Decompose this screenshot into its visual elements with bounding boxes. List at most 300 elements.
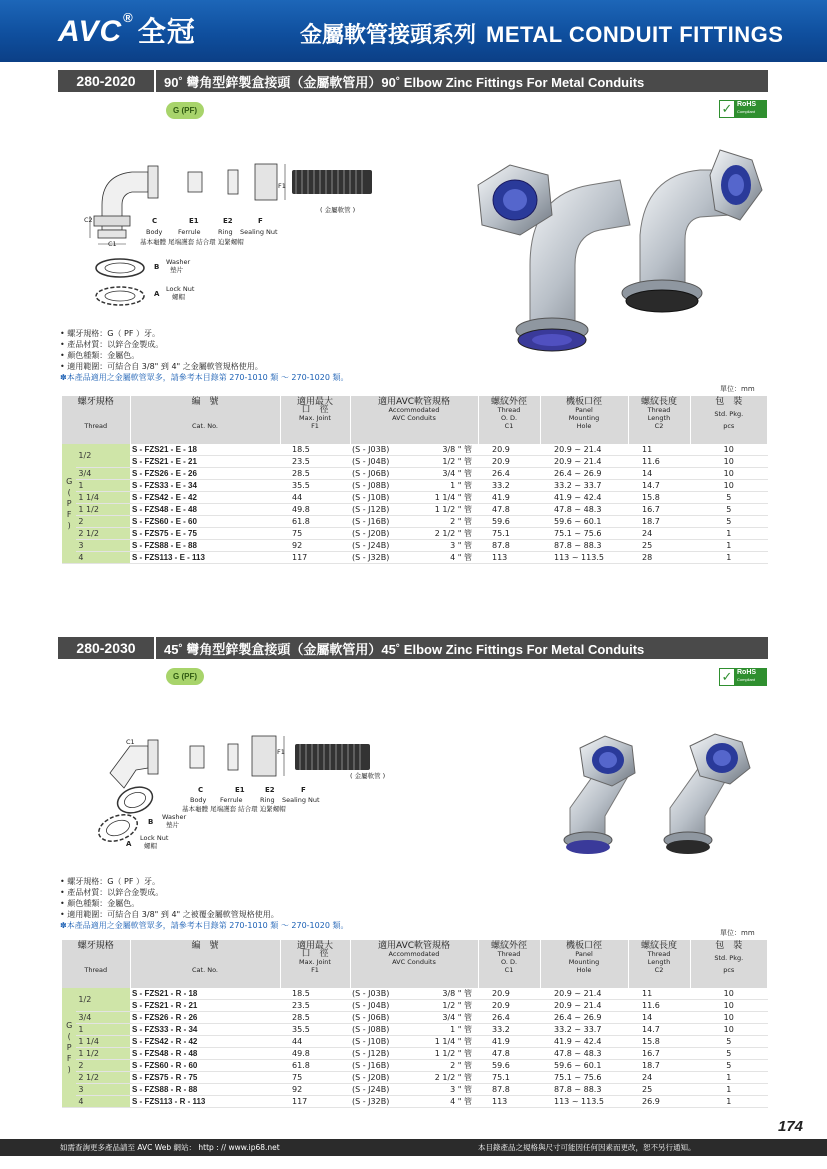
cell-max-joint: 92	[280, 1084, 350, 1096]
cell-thread-od: 59.6	[478, 1060, 540, 1072]
cell-conduit	[350, 528, 478, 540]
cell-cat-no: S - FZS60 - E - 60	[130, 516, 280, 528]
cell-conduit	[350, 988, 478, 1000]
cell-cat-no: S - FZS33 - R - 34	[130, 1024, 280, 1036]
table-row	[62, 552, 768, 564]
section-header-280-2020	[58, 70, 768, 92]
part-f: F	[258, 217, 263, 225]
cell-conduit-size: 3/4 " 管	[442, 1013, 472, 1022]
cell-thread: 3/4	[76, 468, 130, 480]
table-row	[62, 468, 768, 480]
cell-conduit-code: (S - J16B)	[352, 517, 390, 526]
cell-panel-hole: 59.6 ~ 60.1	[540, 1060, 628, 1072]
notes-section-1	[60, 328, 348, 383]
cell-conduit-code: (S - J10B)	[352, 1037, 390, 1046]
cell-conduit-code: (S - J04B)	[352, 1001, 390, 1010]
part-b: B	[154, 263, 160, 271]
dim-c1: C1	[108, 240, 117, 248]
cell-std-pkg: 1	[690, 540, 768, 552]
col-panel-hole: 機板口徑 Panel Mounting Hole	[540, 396, 628, 444]
section-code: 280-2030	[58, 637, 156, 659]
table-row	[62, 516, 768, 528]
note-line: • 螺牙規格：G（ PF ）牙。	[60, 877, 160, 886]
cell-thread-od: 33.2	[478, 1024, 540, 1036]
spec-table-280-2030	[62, 940, 768, 1108]
table-body	[62, 988, 768, 1108]
rohs-label: RoHS	[737, 669, 757, 676]
cell-max-joint: 18.5	[280, 444, 350, 456]
cell-thread-od: 113	[478, 1096, 540, 1108]
part-washer-cn: 墊片	[170, 266, 183, 274]
cell-std-pkg: 5	[690, 1060, 768, 1072]
cell-thread: 3/4	[76, 1012, 130, 1024]
dim-f1: F1	[278, 182, 286, 190]
part-lock-nut: Lock Nut	[166, 285, 195, 293]
cell-thread-od: 20.9	[478, 456, 540, 468]
part-ferrule: Ferrule	[178, 228, 201, 236]
cell-conduit-size: 1 1/2 " 管	[434, 1049, 472, 1058]
cell-thread-length: 14.7	[628, 480, 690, 492]
note-highlight: ✽本產品適用之金屬軟管眾多，請參考本目錄第 270-1010 類 ～ 270-1020 類。	[60, 921, 349, 930]
check-icon: ✓	[721, 101, 733, 117]
table-row	[62, 480, 768, 492]
part-e1: E1	[189, 217, 199, 225]
cell-conduit-size: 3 " 管	[450, 541, 472, 550]
notes-section-2	[60, 876, 348, 931]
cell-thread-od: 26.4	[478, 1012, 540, 1024]
cell-cat-no: S - FZS113 - E - 113	[130, 552, 280, 564]
cell-thread: 1 1/2	[76, 504, 130, 516]
cell-thread-od: 87.8	[478, 1084, 540, 1096]
cell-thread-length: 16.7	[628, 1048, 690, 1060]
rohs-label: RoHS	[737, 101, 757, 108]
page-title-cn: 金屬軟管接頭系列	[300, 22, 477, 47]
cell-thread-od: 75.1	[478, 528, 540, 540]
part-ring: Ring	[260, 796, 275, 804]
rohs-sub: Compliant	[737, 677, 756, 682]
cell-thread-length: 18.7	[628, 1060, 690, 1072]
thread-type-pill: G (PF)	[166, 102, 204, 119]
elbow-90-exploded-diagram	[80, 150, 380, 310]
note-line: • 產品材質：以鋅合金製成。	[60, 340, 164, 349]
part-a: A	[154, 290, 160, 298]
cell-std-pkg: 10	[690, 988, 768, 1000]
table-row	[62, 1048, 768, 1060]
col-cat-no: 編 號 Cat. No.	[130, 940, 280, 988]
cell-std-pkg: 5	[690, 516, 768, 528]
g-pf-label: G ( P F )	[62, 444, 76, 564]
cell-cat-no: S - FZS75 - E - 75	[130, 528, 280, 540]
note-line: • 顏色種類：金屬色。	[60, 351, 140, 360]
cell-conduit	[350, 552, 478, 564]
cell-thread-od: 47.8	[478, 1048, 540, 1060]
cell-cat-no: S - FZS113 - R - 113	[130, 1096, 280, 1108]
cell-conduit-size: 1/2 " 管	[442, 1001, 472, 1010]
table-row	[62, 1012, 768, 1024]
section-header-280-2030	[58, 637, 768, 659]
conduit-label: ( 金屬軟管 )	[320, 206, 356, 214]
cell-thread: 2 1/2	[76, 528, 130, 540]
cell-max-joint: 117	[280, 1096, 350, 1108]
cell-panel-hole: 26.4 ~ 26.9	[540, 468, 628, 480]
cell-panel-hole: 20.9 ~ 21.4	[540, 988, 628, 1000]
part-c: C	[152, 217, 158, 225]
cell-conduit-size: 1 1/2 " 管	[434, 505, 472, 514]
cell-std-pkg: 1	[690, 528, 768, 540]
table-row	[62, 1072, 768, 1084]
table-row	[62, 492, 768, 504]
cell-conduit	[350, 492, 478, 504]
part-b: B	[148, 818, 154, 826]
units-label: 單位：mm	[720, 929, 755, 937]
cell-conduit-code: (S - J04B)	[352, 457, 390, 466]
cell-panel-hole: 47.8 ~ 48.3	[540, 1048, 628, 1060]
cell-conduit-code: (S - J08B)	[352, 1025, 390, 1034]
cell-std-pkg: 10	[690, 1012, 768, 1024]
cell-thread-od: 20.9	[478, 444, 540, 456]
cell-thread-od: 75.1	[478, 1072, 540, 1084]
col-max-joint: 適用最大 口 徑 Max. Joint F1	[280, 396, 350, 444]
cell-thread: 2 1/2	[76, 1072, 130, 1084]
cell-conduit	[350, 1084, 478, 1096]
cell-conduit-code: (S - J12B)	[352, 505, 390, 514]
cell-conduit-code: (S - J12B)	[352, 1049, 390, 1058]
cell-conduit-code: (S - J24B)	[352, 541, 390, 550]
cell-conduit	[350, 1036, 478, 1048]
table-row	[62, 988, 768, 1000]
thread-type-pill: G (PF)	[166, 668, 204, 685]
cell-cat-no: S - FZS75 - R - 75	[130, 1072, 280, 1084]
cell-thread-length: 26.9	[628, 1096, 690, 1108]
cell-std-pkg: 1	[690, 1096, 768, 1108]
cell-conduit-size: 4 " 管	[450, 553, 472, 562]
cell-thread-length: 25	[628, 540, 690, 552]
cell-conduit-size: 2 1/2 " 管	[434, 1073, 472, 1082]
cell-max-joint: 44	[280, 492, 350, 504]
table-row	[62, 1084, 768, 1096]
cell-cat-no: S - FZS33 - E - 34	[130, 480, 280, 492]
section-title: 90˚ 彎角型鋅製盒接頭（金屬軟管用）90˚ Elbow Zinc Fittings For Metal Conduits	[164, 74, 645, 90]
cell-panel-hole: 113 ~ 113.5	[540, 1096, 628, 1108]
cell-thread-length: 24	[628, 528, 690, 540]
part-ferrule: Ferrule	[220, 796, 243, 804]
cell-conduit-size: 2 1/2 " 管	[434, 529, 472, 538]
col-thread: 螺牙規格 Thread	[62, 940, 130, 988]
cell-thread: 1 1/4	[76, 1036, 130, 1048]
cell-thread-od: 59.6	[478, 516, 540, 528]
cell-panel-hole: 75.1 ~ 75.6	[540, 528, 628, 540]
col-cat-no: 編 號 Cat. No.	[130, 396, 280, 444]
part-body: Body	[190, 796, 207, 804]
table-row	[62, 1036, 768, 1048]
cell-cat-no: S - FZS42 - E - 42	[130, 492, 280, 504]
cell-thread: 1 1/4	[76, 492, 130, 504]
part-sealing-nut: Sealing Nut	[240, 228, 278, 236]
part-washer-cn: 墊片	[166, 821, 179, 829]
cell-panel-hole: 87.8 ~ 88.3	[540, 1084, 628, 1096]
table-row	[62, 1000, 768, 1012]
cell-thread-od: 113	[478, 552, 540, 564]
cell-std-pkg: 10	[690, 468, 768, 480]
cell-panel-hole: 20.9 ~ 21.4	[540, 444, 628, 456]
cell-conduit-code: (S - J08B)	[352, 481, 390, 490]
cell-conduit-size: 2 " 管	[450, 1061, 472, 1070]
elbow-90-product-photo	[470, 125, 770, 374]
cell-std-pkg: 1	[690, 1084, 768, 1096]
cell-conduit-size: 3/8 " 管	[442, 445, 472, 454]
cell-conduit-size: 4 " 管	[450, 1097, 472, 1106]
cell-cat-no: S - FZS42 - R - 42	[130, 1036, 280, 1048]
cell-thread: 2	[76, 1060, 130, 1072]
cell-panel-hole: 26.4 ~ 26.9	[540, 1012, 628, 1024]
cell-max-joint: 28.5	[280, 1012, 350, 1024]
cell-thread-length: 14	[628, 468, 690, 480]
parts-cn-label: 基本龜體 尾端護套 結合環 迫緊螺帽	[140, 238, 244, 246]
cell-panel-hole: 41.9 ~ 42.4	[540, 492, 628, 504]
cell-conduit	[350, 480, 478, 492]
spec-table-280-2020	[62, 396, 768, 564]
part-washer: Washer	[166, 258, 191, 266]
cell-thread-length: 11	[628, 988, 690, 1000]
cell-thread: 4	[76, 552, 130, 564]
cell-conduit	[350, 1012, 478, 1024]
cell-panel-hole: 41.9 ~ 42.4	[540, 1036, 628, 1048]
table-row	[62, 528, 768, 540]
cell-conduit-code: (S - J20B)	[352, 1073, 390, 1082]
section-code: 280-2020	[58, 70, 156, 92]
cell-cat-no: S - FZS88 - R - 88	[130, 1084, 280, 1096]
cell-max-joint: 61.8	[280, 516, 350, 528]
cell-thread-length: 14.7	[628, 1024, 690, 1036]
cell-thread: 1	[76, 480, 130, 492]
col-panel-hole: 機板口徑 Panel Mounting Hole	[540, 940, 628, 988]
cell-panel-hole: 75.1 ~ 75.6	[540, 1072, 628, 1084]
cell-max-joint: 75	[280, 1072, 350, 1084]
brand-registered-mark: ®	[123, 10, 134, 25]
cell-cat-no: S - FZS48 - R - 48	[130, 1048, 280, 1060]
cell-conduit-size: 3 " 管	[450, 1085, 472, 1094]
cell-conduit-size: 1 1/4 " 管	[434, 1037, 472, 1046]
cell-max-joint: 28.5	[280, 468, 350, 480]
part-e2: E2	[265, 786, 275, 794]
rohs-sub: Compliant	[737, 109, 756, 114]
parts-cn-label: 基本龜體 尾端護套 結合環 迫緊螺帽	[182, 805, 286, 813]
part-lock-nut-cn: 螺帽	[144, 842, 157, 850]
cell-cat-no: S - FZS21 - E - 18	[130, 444, 280, 456]
col-max-joint: 適用最大 口 徑 Max. Joint F1	[280, 940, 350, 988]
conduit-label: ( 金屬軟管 )	[350, 772, 386, 780]
part-sealing-nut: Sealing Nut	[282, 796, 320, 804]
cell-std-pkg: 5	[690, 1036, 768, 1048]
cell-conduit-size: 3/8 " 管	[442, 989, 472, 998]
cell-thread-od: 47.8	[478, 504, 540, 516]
cell-std-pkg: 10	[690, 456, 768, 468]
cell-conduit-code: (S - J10B)	[352, 493, 390, 502]
cell-thread-length: 11.6	[628, 1000, 690, 1012]
cell-thread-od: 20.9	[478, 988, 540, 1000]
cell-panel-hole: 33.2 ~ 33.7	[540, 480, 628, 492]
cell-thread: 1/2	[76, 444, 130, 468]
table-row	[62, 456, 768, 468]
cell-max-joint: 23.5	[280, 456, 350, 468]
footer	[0, 1139, 827, 1156]
cell-thread: 1 1/2	[76, 1048, 130, 1060]
col-thread-od: 螺紋外徑 Thread O. D. C1	[478, 396, 540, 444]
part-ring: Ring	[218, 228, 233, 236]
cell-max-joint: 18.5	[280, 988, 350, 1000]
cell-thread-length: 28	[628, 552, 690, 564]
col-thread-length: 螺紋長度 Thread Length C2	[628, 396, 690, 444]
cell-std-pkg: 10	[690, 480, 768, 492]
cell-std-pkg: 5	[690, 492, 768, 504]
cell-max-joint: 61.8	[280, 1060, 350, 1072]
cell-thread-od: 33.2	[478, 480, 540, 492]
cell-conduit	[350, 444, 478, 456]
cell-panel-hole: 113 ~ 113.5	[540, 552, 628, 564]
cell-conduit-code: (S - J24B)	[352, 1085, 390, 1094]
cell-conduit	[350, 504, 478, 516]
dim-c2: C2	[84, 216, 93, 224]
note-line: • 產品材質：以鋅合金製成。	[60, 888, 164, 897]
table-row	[62, 444, 768, 456]
cell-max-joint: 117	[280, 552, 350, 564]
cell-thread: 3	[76, 1084, 130, 1096]
col-thread: 螺牙規格 Thread	[62, 396, 130, 444]
cell-conduit-size: 1 1/4 " 管	[434, 493, 472, 502]
table-row	[62, 1096, 768, 1108]
table-row	[62, 504, 768, 516]
cell-conduit	[350, 1096, 478, 1108]
cell-std-pkg: 1	[690, 552, 768, 564]
footer-website: 如需查詢更多產品請至 AVC Web 網站： http : // www.ip68.net	[60, 1143, 280, 1152]
brand-name-cn: 全冠	[137, 16, 196, 47]
cell-std-pkg: 1	[690, 1072, 768, 1084]
cell-cat-no: S - FZS88 - E - 88	[130, 540, 280, 552]
cell-conduit-code: (S - J20B)	[352, 529, 390, 538]
cell-cat-no: S - FZS21 - R - 21	[130, 1000, 280, 1012]
cell-panel-hole: 20.9 ~ 21.4	[540, 1000, 628, 1012]
cell-conduit-code: (S - J06B)	[352, 469, 390, 478]
cell-cat-no: S - FZS26 - R - 26	[130, 1012, 280, 1024]
table-row	[62, 540, 768, 552]
part-lock-nut: Lock Nut	[140, 834, 169, 842]
cell-panel-hole: 87.8 ~ 88.3	[540, 540, 628, 552]
cell-conduit	[350, 1048, 478, 1060]
elbow-45-product-photo	[540, 728, 770, 867]
cell-thread: 3	[76, 540, 130, 552]
cell-max-joint: 35.5	[280, 480, 350, 492]
cell-max-joint: 23.5	[280, 1000, 350, 1012]
part-body: Body	[146, 228, 163, 236]
part-c: C	[198, 786, 204, 794]
part-lock-nut-cn: 螺帽	[172, 293, 185, 301]
part-washer: Washer	[162, 813, 187, 821]
cell-thread-od: 26.4	[478, 468, 540, 480]
table-row	[62, 1060, 768, 1072]
cell-max-joint: 35.5	[280, 1024, 350, 1036]
brand-name: AVC	[58, 15, 123, 48]
cell-conduit-code: (S - J03B)	[352, 989, 390, 998]
section-title: 45˚ 彎角型鋅製盒接頭（金屬軟管用）45˚ Elbow Zinc Fittings For Metal Conduits	[164, 641, 645, 657]
cell-std-pkg: 5	[690, 1048, 768, 1060]
cell-thread-length: 15.8	[628, 1036, 690, 1048]
cell-conduit-size: 1 " 管	[450, 1025, 472, 1034]
rohs-badge	[719, 668, 767, 686]
cell-thread: 4	[76, 1096, 130, 1108]
cell-thread-length: 25	[628, 1084, 690, 1096]
cell-conduit	[350, 468, 478, 480]
cell-thread-od: 41.9	[478, 1036, 540, 1048]
g-pf-label: G ( P F )	[62, 988, 76, 1108]
page-number: 174	[778, 1118, 804, 1135]
cell-conduit-size: 3/4 " 管	[442, 469, 472, 478]
units-label: 單位：mm	[720, 385, 755, 393]
note-line: • 螺牙規格：G（ PF ）牙。	[60, 329, 160, 338]
cell-thread-length: 24	[628, 1072, 690, 1084]
page-title	[300, 18, 783, 49]
footer-disclaimer: 本目錄產品之規格與尺寸可能因任何因素而更改，恕不另行通知。	[478, 1143, 696, 1152]
cell-thread-length: 16.7	[628, 504, 690, 516]
cell-thread-length: 18.7	[628, 516, 690, 528]
cell-thread-length: 11.6	[628, 456, 690, 468]
cell-conduit-code: (S - J03B)	[352, 445, 390, 454]
cell-thread-od: 87.8	[478, 540, 540, 552]
cell-thread-length: 14	[628, 1012, 690, 1024]
cell-thread-length: 11	[628, 444, 690, 456]
cell-thread-od: 41.9	[478, 492, 540, 504]
dim-f1: F1	[277, 748, 285, 756]
part-e1: E1	[235, 786, 245, 794]
col-std-pkg: 包 裝 Std. Pkg. pcs	[690, 396, 768, 444]
cell-conduit-code: (S - J06B)	[352, 1013, 390, 1022]
cell-panel-hole: 59.6 ~ 60.1	[540, 516, 628, 528]
cell-conduit-size: 1/2 " 管	[442, 457, 472, 466]
cell-std-pkg: 10	[690, 1024, 768, 1036]
cell-thread-od: 20.9	[478, 1000, 540, 1012]
cell-conduit	[350, 1024, 478, 1036]
note-line: • 適用範圍：可結合自 3/8" 到 4" 之被覆金屬軟管規格使用。	[60, 910, 279, 919]
cell-thread: 1	[76, 1024, 130, 1036]
cell-max-joint: 44	[280, 1036, 350, 1048]
cell-max-joint: 49.8	[280, 1048, 350, 1060]
page-title-en: METAL CONDUIT FITTINGS	[486, 22, 784, 47]
check-icon: ✓	[721, 669, 733, 685]
cell-thread: 2	[76, 516, 130, 528]
cell-max-joint: 49.8	[280, 504, 350, 516]
cell-std-pkg: 10	[690, 444, 768, 456]
cell-conduit	[350, 516, 478, 528]
cell-conduit	[350, 1000, 478, 1012]
cell-max-joint: 75	[280, 528, 350, 540]
cell-conduit-size: 1 " 管	[450, 481, 472, 490]
rohs-badge	[719, 100, 767, 118]
table-row	[62, 1024, 768, 1036]
cell-cat-no: S - FZS21 - R - 18	[130, 988, 280, 1000]
col-conduit: 適用AVC軟管規格 Accommodated AVC Conduits	[350, 940, 478, 988]
cell-cat-no: S - FZS48 - E - 48	[130, 504, 280, 516]
brand-logo	[58, 10, 196, 50]
header-band	[0, 0, 827, 62]
elbow-45-exploded-diagram	[80, 728, 386, 858]
cell-conduit-code: (S - J32B)	[352, 553, 390, 562]
col-conduit: 適用AVC軟管規格 Accommodated AVC Conduits	[350, 396, 478, 444]
note-line: • 顏色種類：金屬色。	[60, 899, 140, 908]
dim-c1: C1	[126, 738, 135, 746]
cell-conduit	[350, 1060, 478, 1072]
note-highlight: ✽本產品適用之金屬軟管眾多，請參考本目錄第 270-1010 類 ～ 270-1020 類。	[60, 373, 349, 382]
cell-conduit-code: (S - J16B)	[352, 1061, 390, 1070]
cell-thread-length: 15.8	[628, 492, 690, 504]
